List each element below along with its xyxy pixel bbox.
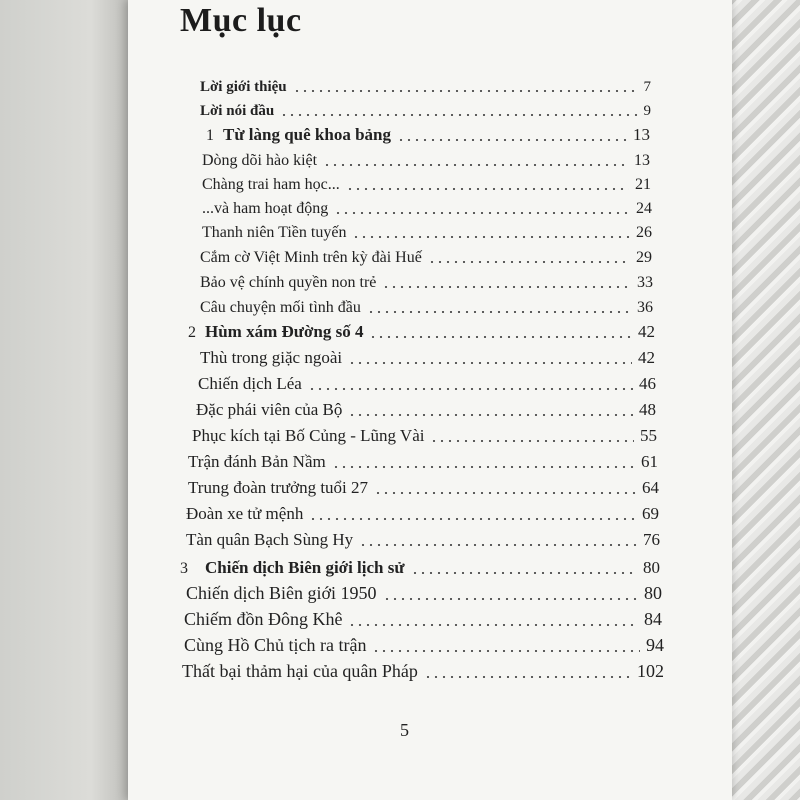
toc-entry (202, 170, 651, 194)
toc-entry (198, 370, 656, 394)
toc-entry (192, 422, 657, 446)
toc-entry-label: Chiến dịch Biên giới lịch sử (205, 558, 405, 577)
dot-leader (428, 261, 630, 263)
toc-entry (202, 146, 650, 170)
toc-entry-page: 24 (636, 200, 652, 217)
toc-entry-label: Từ làng quê khoa bảng (223, 125, 391, 144)
toc-entry-page: 42 (638, 322, 655, 341)
page-title: Mục lục (180, 2, 302, 39)
dot-leader (430, 440, 634, 442)
toc-entry-page: 84 (644, 609, 662, 629)
toc-entry-label: Lời nói đầu (200, 103, 275, 119)
toc-entry-page: 46 (639, 374, 656, 393)
toc-entry-label: Đặc phái viên của Bộ (196, 400, 343, 419)
dot-leader (280, 114, 637, 116)
toc-entry (200, 72, 651, 96)
toc-entry-label: Cùng Hồ Chủ tịch ra trận (184, 635, 367, 655)
background-left (0, 0, 130, 800)
toc-entry (186, 526, 660, 550)
dot-leader (424, 676, 631, 678)
dot-leader (369, 336, 632, 338)
toc-entry (206, 121, 650, 145)
toc-entry-page: 76 (643, 530, 660, 549)
toc-entry-label: Chiến dịch Léa (198, 374, 302, 393)
toc-entry (186, 580, 662, 604)
toc-entry-label: Chàng trai ham học... (202, 176, 340, 193)
toc-entry (184, 632, 664, 656)
dot-leader (348, 362, 632, 364)
toc-entry-label: Lời giới thiệu (200, 79, 287, 95)
toc-entry (182, 658, 664, 682)
toc-entry-page: 13 (634, 152, 650, 169)
book-page (128, 0, 732, 800)
toc-entry-label: Cắm cờ Việt Minh trên kỳ đài Huế (200, 249, 422, 266)
toc-entry-page: 80 (644, 583, 662, 603)
toc-entry (188, 474, 659, 498)
dot-leader (359, 544, 637, 546)
toc-entry-label: Trận đánh Bản Nầm (188, 452, 326, 471)
toc-entry (200, 96, 651, 120)
toc-entry-page: 64 (642, 478, 659, 497)
dot-leader (382, 286, 631, 288)
dot-leader (348, 414, 633, 416)
chapter-number: 3 (180, 560, 188, 577)
toc-entry-label: Phục kích tại Bố Củng - Lũng Vài (192, 426, 425, 445)
toc-entry-page: 61 (641, 452, 658, 471)
dot-leader (397, 139, 627, 141)
toc-entry (200, 293, 653, 317)
chapter-number: 2 (188, 324, 196, 341)
toc-entry (186, 500, 659, 524)
toc-entry-page: 13 (633, 125, 650, 144)
dot-leader (308, 388, 633, 390)
toc-entry-label: Đoàn xe tử mệnh (186, 504, 304, 523)
toc-entry (200, 243, 652, 267)
dot-leader (352, 236, 630, 238)
toc-entry-label: ...và ham hoạt động (202, 200, 329, 217)
toc-entry-page: 21 (635, 176, 651, 193)
toc-entry-page: 94 (646, 635, 664, 655)
toc-entry-page: 42 (638, 348, 655, 367)
page-number: 5 (400, 720, 409, 740)
toc-entry (196, 396, 656, 420)
toc-entry-label: Trung đoàn trưởng tuổi 27 (188, 478, 369, 497)
toc-entry-page: 36 (637, 299, 653, 316)
dot-leader (334, 212, 630, 214)
toc-entry-page: 9 (643, 103, 651, 119)
toc-entry (202, 194, 652, 218)
toc-entry-page: 80 (643, 558, 660, 577)
dot-leader (348, 624, 638, 626)
dot-leader (309, 518, 636, 520)
toc-entry-page: 69 (642, 504, 659, 523)
toc-entry (184, 606, 662, 630)
toc-entry-label: Hùm xám Đường số 4 (205, 322, 364, 341)
dot-leader (411, 572, 637, 574)
chapter-number: 1 (206, 127, 214, 144)
dot-leader (332, 466, 635, 468)
dot-leader (293, 90, 638, 92)
dot-leader (323, 164, 628, 166)
toc-entry-page: 102 (637, 661, 664, 681)
toc-entry (188, 448, 658, 472)
toc-entry-label: Câu chuyện mối tình đầu (200, 299, 361, 316)
toc-entry-label: Thanh niên Tiền tuyến (202, 224, 347, 241)
toc-entry-label: Chiến dịch Biên giới 1950 (186, 583, 377, 603)
toc-entry-label: Bảo vệ chính quyền non trẻ (200, 274, 377, 291)
toc-entry (200, 344, 655, 368)
toc-entry-page: 26 (636, 224, 652, 241)
toc-entry-label: Tàn quân Bạch Sùng Hy (186, 530, 354, 549)
toc-entry-label: Chiếm đồn Đông Khê (184, 609, 343, 629)
dot-leader (374, 492, 636, 494)
toc-entry (200, 268, 653, 292)
dot-leader (372, 650, 640, 652)
dot-leader (346, 188, 629, 190)
toc-entry-page: 29 (636, 249, 652, 266)
background-right (720, 0, 800, 800)
dot-leader (383, 598, 638, 600)
toc-entry (180, 554, 660, 578)
toc-entry (202, 218, 652, 242)
dot-leader (367, 311, 631, 313)
toc-entry-page: 33 (637, 274, 653, 291)
toc-entry-page: 55 (640, 426, 657, 445)
toc-entry-page: 7 (643, 79, 651, 95)
toc-entry-label: Dòng dõi hào kiệt (202, 152, 318, 169)
toc-entry-page: 48 (639, 400, 656, 419)
toc-entry-label: Thù trong giặc ngoài (200, 348, 343, 367)
toc-entry (188, 318, 655, 342)
toc-entry-label: Thất bại thảm hại của quân Pháp (182, 661, 418, 681)
